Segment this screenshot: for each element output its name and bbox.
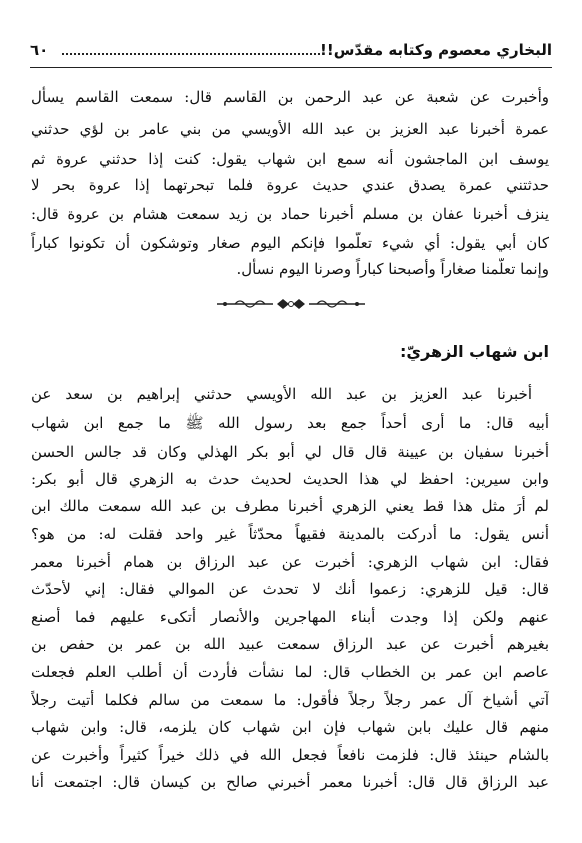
paragraph-1-line: كان أبي يقول: أي شيء تعلّموا فإنكم اليوم صغار وتوشكون أن تكونوا كباراً <box>31 234 549 252</box>
paragraph-2-line: فقال: ابن شهاب الزهري: أخبرت عن عبد الرزاق بن همام أخبرنا معمر <box>31 553 549 571</box>
paragraph-1-line: حدثتني عمرة يصدق عندي حديث عروة فلما تبحرتهما إذا عروة بحر لا <box>31 176 549 194</box>
paragraph-2-line: منهم قال عليك بابن شهاب فإن ابن شهاب كان يلزمه، قال: وابن شهاب <box>31 718 549 736</box>
paragraph-2-line: عاصم ابن عمر بن الخطاب قال: لما نشأت فأردت أن أطلب العلم فجعلت <box>31 663 549 681</box>
header-rule <box>30 67 552 68</box>
page-number: ٦٠ <box>30 41 49 59</box>
paragraph-2-line: لم أرَ مثل هذا قط يعني الزهري أخبرنا مطرف بن عبد الله سمعت مالك ابن <box>31 497 549 515</box>
paragraph-1-line: يوسف ابن الماجشون أنه سمع ابن شهاب يقول: كنت إذا حدثني عروة ثم <box>31 150 549 168</box>
ornament-divider-icon <box>215 296 367 312</box>
running-title: البخاري معصوم وكتابه مقدّس!! <box>320 41 552 59</box>
paragraph-2-line: بالشام حينئذ قال: فلزمت نافعاً فجعل الله في ذلك خيراً كثيراً وأخبرت عن <box>31 746 549 764</box>
paragraph-1-line: عمرة أخبرنا عبد العزيز بن عبد الله الأويسي من بني عامر بن لؤي حدثني <box>31 120 549 138</box>
page-header <box>30 40 552 62</box>
section-heading: ابن شهاب الزهريّ: <box>400 342 549 361</box>
paragraph-1-line: ينزف أخبرنا عفان بن مسلم أخبرنا حماد بن زيد سمعت هشام بن عروة قال: <box>31 205 549 223</box>
paragraph-2-line: أخبرنا سفيان بن عيينة قال قال لي أبو بكر الهذلي وكان قد جالس الحسن <box>31 443 549 461</box>
paragraph-1-line: وإنما تعلّمنا صغاراً وأصبحنا كباراً وصرنا اليوم نسأل. <box>236 260 549 278</box>
paragraph-2-line: آتي أشياخ آل عمر رجلاً رجلاً فأقول: ما سمعت من سالم فكلما أتيت رجلاً <box>31 691 549 709</box>
paragraph-2-line: عنهم ولكن إذا وجدت أبناء المهاجرين والأنصار أتكىء عليهم فما أصنع <box>31 608 549 626</box>
leader-dots <box>62 53 320 55</box>
paragraph-2-line: بغيرهم أخبرت عن عبد الرزاق سمعت عبيد الله بن عمر بن حفص بن <box>31 635 549 653</box>
paragraph-2-line: عبد الرزاق قال قال: أخبرنا معمر أخبرني صالح بن كيسان قال: اجتمعت أنا <box>31 773 549 791</box>
paragraph-2-line: قال: قيل للزهري: زعموا أنك لا تحدث عن الموالي فقال: إني لأحدّث <box>31 580 549 598</box>
paragraph-2-line: أبيه قال: ما أرى أحداً جمع بعد رسول الله ﷺ ما جمع ابن شهاب <box>31 414 549 432</box>
paragraph-1-line: وأخبرت عن شعبة عن عبد الرحمن بن القاسم قال: سمعت القاسم يسأل <box>31 88 549 106</box>
paragraph-2-line: وابن سيرين: احفظ لي هذا الحديث لحديث حدث به الزهري قال أبو بكر: <box>31 470 549 488</box>
paragraph-2-line: أنس يقول: ما أدركت بالمدينة فقيهاً محدّثاً غير واحد فقلت له: من هو؟ <box>31 525 549 543</box>
paragraph-2-line: أخبرنا عبد العزيز بن عبد الله الأويسي حدثني إبراهيم بن سعد عن <box>31 385 532 403</box>
